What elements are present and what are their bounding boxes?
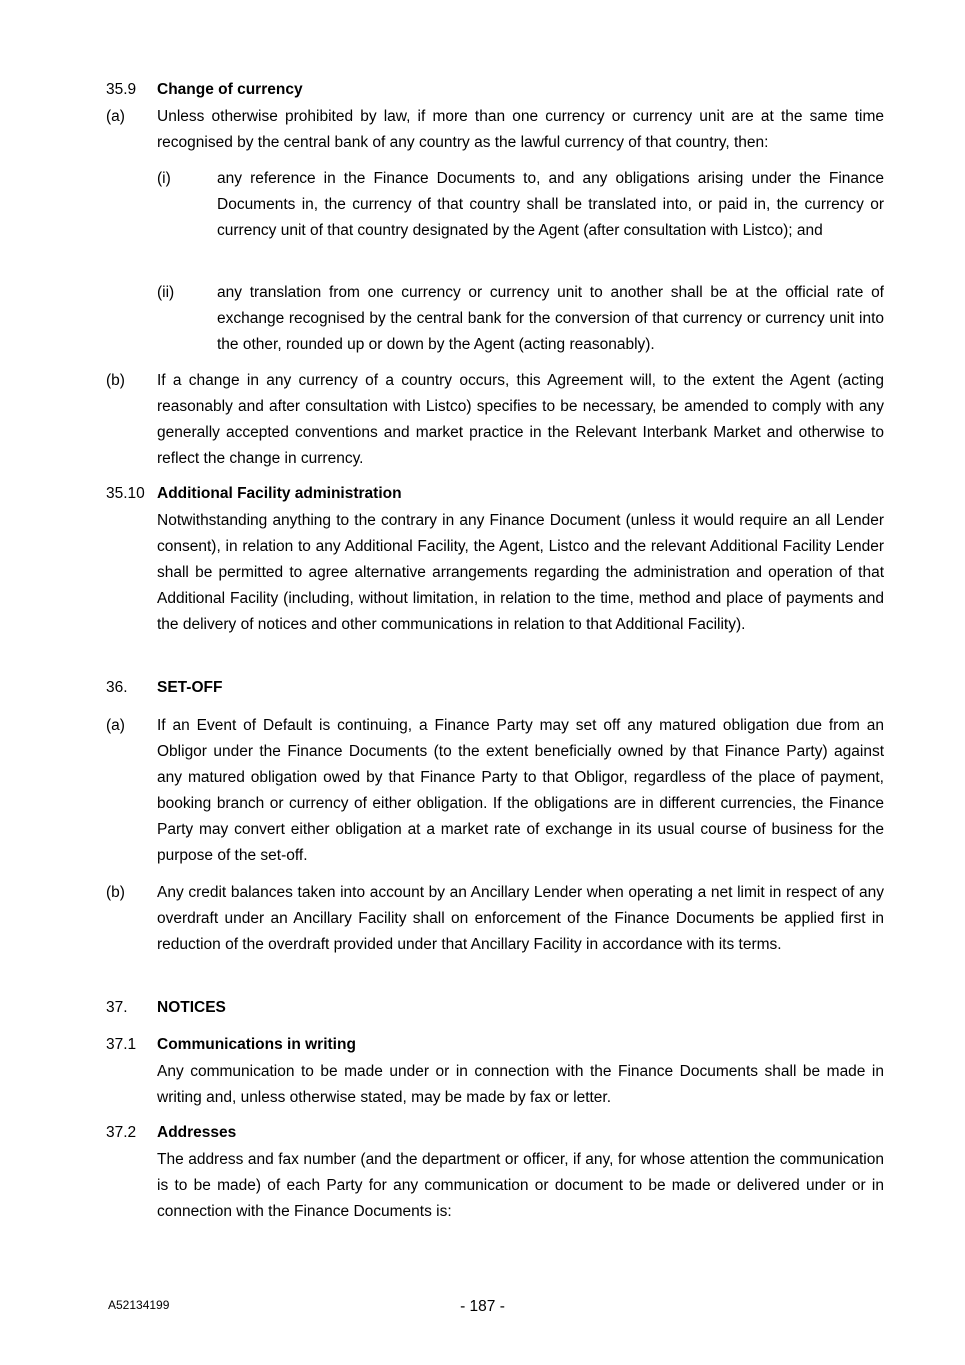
clause-text: Any credit balances taken into account by an Ancillary Lender when operating a net limit in respect of any overdraft under an Ancillary Facility shall on enforcement of the Finance Documents be applied first in reduction of the overdraft provided under that Ancillary Facility in accordance with its terms. bbox=[157, 884, 884, 953]
clause-label: (ii) bbox=[157, 284, 175, 301]
clause-text: any translation from one currency or currency unit to another shall be at the official rate of exchange recognised by the central bank for the conversion of that currency or currency unit into the other, rounded up or down by the Agent (acting reasonably). bbox=[217, 284, 884, 353]
clause-text: any reference in the Finance Documents to, and any obligations arising under the Finance Documents in, the currency of that country shall be translated into, or paid in, the currency or currency unit of that country designated by the Agent (after consultation with Listco); and bbox=[217, 170, 884, 239]
clause-label: (i) bbox=[157, 170, 171, 187]
section-number: 37.1 bbox=[106, 1036, 137, 1053]
clause-text: If a change in any currency of a country occurs, this Agreement will, to the extent the Agent (acting reasonably and after consultation with Listco) specifies to be necessary, be amended to comply with any generally accepted conventions and market practice in the Relevant Interbank Market and otherwise to reflect the change in currency. bbox=[157, 372, 884, 467]
document-reference: A52134199 bbox=[108, 1298, 170, 1312]
clause-text: If an Event of Default is continuing, a Finance Party may set off any matured obligation due from an Obligor under the Finance Documents (to the extent beneficially owned by that Finance Party) against any matured obligation owed by that Finance Party to that Obligor, regardless of the place of payment, booking branch or currency of either obligation. If the obligations are in different currencies, the Finance Party may convert either obligation at a market rate of exchange in its usual course of business for the purpose of the set-off. bbox=[157, 717, 884, 864]
section-title: Change of currency bbox=[157, 81, 303, 98]
clause-label: (a) bbox=[106, 717, 125, 734]
section-number: 35.10 bbox=[106, 485, 145, 502]
clause-text: Unless otherwise prohibited by law, if more than one currency or currency unit are at the same time recognised by the central bank of any country as the lawful currency of that country, then: bbox=[157, 108, 884, 151]
section-title: Additional Facility administration bbox=[157, 485, 402, 502]
section-number: 36. bbox=[106, 679, 128, 696]
section-35-10-text: Notwithstanding anything to the contrary in any Finance Document (unless it would require an all Lender consent), in relation to any Additional Facility, the Agent, Listco and the relevant Additional Facility Lender shall be permitted to agree alternative arrangements regarding the administration and operation of that Additional Facility (including, without limitation, in relation to the time, method and place of payments and the delivery of notices and other communications in relation to that Additional Facility). bbox=[157, 512, 884, 633]
section-number: 35.9 bbox=[106, 81, 137, 98]
section-37-2-text: The address and fax number (and the department or officer, if any, for whose attention the communication is to be made) of each Party for any communication or document to be made or delivered under or in connection with the Finance Documents is: bbox=[157, 1151, 884, 1220]
section-number: 37.2 bbox=[106, 1124, 137, 1141]
section-title: NOTICES bbox=[157, 999, 226, 1016]
section-37-1-text: Any communication to be made under or in connection with the Finance Documents shall be made in writing and, unless otherwise stated, may be made by fax or letter. bbox=[157, 1063, 884, 1106]
section-title: SET-OFF bbox=[157, 679, 223, 696]
page-number: - 187 - bbox=[460, 1298, 505, 1315]
clause-label: (b) bbox=[106, 372, 125, 389]
clause-label: (a) bbox=[106, 108, 125, 125]
section-title: Addresses bbox=[157, 1124, 237, 1141]
section-title: Communications in writing bbox=[157, 1036, 356, 1053]
section-number: 37. bbox=[106, 999, 128, 1016]
clause-label: (b) bbox=[106, 884, 125, 901]
